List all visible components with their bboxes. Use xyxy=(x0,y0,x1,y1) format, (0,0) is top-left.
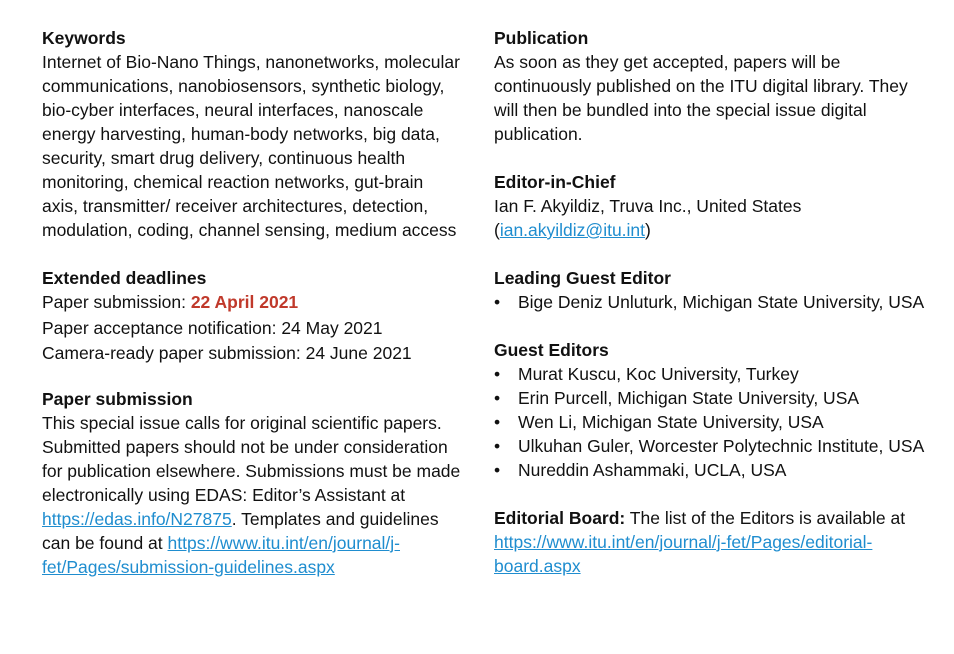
guest-editors-section xyxy=(494,338,934,482)
camera-ready-deadline: Camera-ready paper submission: 24 June 2021 xyxy=(42,343,412,363)
list-item: • Murat Kuscu, Koc University, Turkey xyxy=(494,362,934,386)
paper-submission-deadline xyxy=(42,290,462,316)
editor-in-chief-name: Ian F. Akyildiz, Truva Inc., United States xyxy=(494,196,802,216)
edas-link[interactable]: https://edas.info/N27875 xyxy=(42,508,232,529)
email-paren-close: ) xyxy=(645,220,651,240)
submission-text-2: . Templates and guidelines can be found at xyxy=(42,508,439,553)
acceptance-deadline: Paper acceptance notification: 24 May 2021 xyxy=(42,317,383,338)
keywords-heading: Keywords xyxy=(42,28,126,48)
leading-guest-editor-list xyxy=(494,290,934,314)
list-item: • Erin Purcell, Michigan State University, USA xyxy=(494,386,934,410)
guest-editors-list xyxy=(494,362,934,482)
keywords-section xyxy=(42,26,462,242)
leading-guest-editor-section xyxy=(494,266,934,314)
editor-in-chief-heading: Editor-in-Chief xyxy=(494,172,616,192)
paper-submission-text xyxy=(42,411,462,579)
left-column xyxy=(42,26,462,603)
deadlines-section xyxy=(42,266,462,367)
paper-submission-heading: Paper submission xyxy=(42,388,193,409)
list-item: • Ulkuhan Guler, Worcester Polytechnic Institute, USA xyxy=(494,434,934,458)
editor-in-chief-email-line xyxy=(494,218,934,242)
publication-section xyxy=(494,26,934,146)
list-item: • Bige Deniz Unluturk, Michigan State University, USA xyxy=(494,290,934,314)
leading-guest-editor-heading: Leading Guest Editor xyxy=(494,268,671,288)
submission-text-1: This special issue calls for original scientific papers. Submitted papers should not be under consideration for publication elsewhere. Submissions must be made electronically using EDAS: Editor’s Assistant at xyxy=(42,412,461,505)
editorial-board-heading: Editorial Board: xyxy=(494,508,626,528)
paper-submission-label: Paper submission: xyxy=(42,292,191,312)
editorial-board-description: The list of the Editors is available at xyxy=(625,508,906,528)
list-item: • Wen Li, Michigan State University, USA xyxy=(494,410,934,434)
deadlines-heading: Extended deadlines xyxy=(42,268,207,288)
editor-email-link[interactable]: ian.akyildiz@itu.int xyxy=(499,220,646,240)
keywords-text: Internet of Bio-Nano Things, nanonetworks, molecular communications, nanobiosensors, synthetic biology, bio-cyber interfaces, neural interfaces, nanoscale energy harvesting, human-body networks, big data, security, smart drug delivery, continuous health monitoring, chemical reaction networks, gut-brain axis, transmitter/ receiver architectures, detection, modulation, coding, channel sensing, medium access xyxy=(42,52,460,240)
paper-submission-date: 22 April 2021 xyxy=(190,292,299,312)
publication-text: As soon as they get accepted, papers will be continuously published on the ITU digital library. They will then be bundled into the special issue digital publication. xyxy=(494,52,908,144)
editorial-board-text xyxy=(494,506,934,578)
right-column xyxy=(494,26,934,602)
publication-heading: Publication xyxy=(494,28,589,48)
email-paren-open: ( xyxy=(494,220,500,240)
submission-guidelines-link[interactable]: https://www.itu.int/en/journal/j-fet/Pages/submission-guidelines.aspx xyxy=(42,532,400,577)
guest-editors-heading: Guest Editors xyxy=(494,340,609,360)
editorial-board-section xyxy=(494,506,934,578)
editorial-board-link[interactable]: https://www.itu.int/en/journal/j-fet/Pages/editorial-board.aspx xyxy=(494,532,873,576)
editor-in-chief-section xyxy=(494,170,934,242)
paper-submission-section xyxy=(42,387,462,579)
list-item: • Nureddin Ashammaki, UCLA, USA xyxy=(494,458,934,482)
